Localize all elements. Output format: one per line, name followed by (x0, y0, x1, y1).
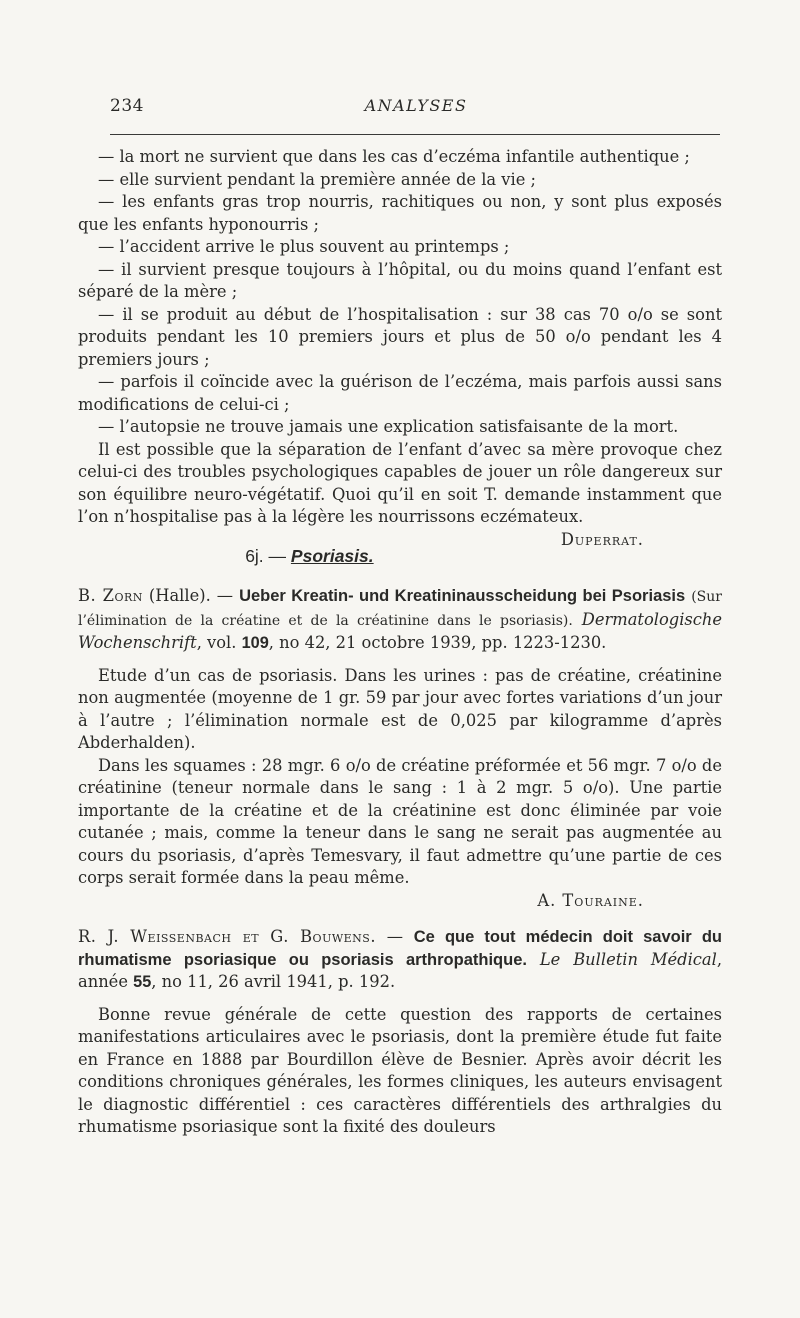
list-item: — l’autopsie ne trouve jamais une explication satisfaisante de la mort. (98, 417, 679, 436)
closing-paragraph-text: Il est possible que la séparation de l’enfant d’avec sa mère provoque chez celui-ci des troubles psychologiques capables de jouer un rôle dangereux sur son équilibre neuro-végétatif. Quoi qu’il en soit T. demande instamment que l’on n’hospitalise pas à la légère les nourrissons eczémateux. (78, 439, 722, 526)
section-title: Psoriasis. (290, 545, 374, 566)
signature-touraine: A. Touraine. (537, 890, 644, 910)
header-rule (110, 134, 720, 135)
citation-rest: , no 42, 21 octobre 1939, pp. 1223-1230. (268, 633, 607, 652)
list-item: — elle survient pendant la première année de la vie ; (98, 169, 537, 189)
author-place: (Halle). — (148, 586, 234, 605)
abstract-paragraph: Etude d’un cas de psoriasis. Dans les urines : pas de créatine, créatinine non augmentée (moyenne de 1 gr. 59 par jour avec fortes variations d’un jour à l’autre ; l’élimination normale est de 0,025 par kilogramme d’après Abderhalden). (78, 665, 722, 752)
article-subtitle: (Sur l’élimination de la créatine et de la créatinine dans le psoriasis). (78, 589, 722, 629)
separator: — (376, 927, 414, 946)
article-entry-zorn (78, 585, 722, 912)
list-item: — l’accident arrive le plus souvent au printemps ; (98, 237, 510, 256)
author: B. Zorn (78, 586, 143, 605)
abstract-paragraph: Bonne revue générale de cette question des rapports de certaines manifestations articulaires avec le psoriasis, dont la première étude fut faite en France en 1888 par Bourdillon élève de Besnier. Après avoir décrit les conditions chroniques générales, les formes cliniques, les auteurs envisagent le diagnostic différentiel : ces caractères différentiels des arthralgies du rhumatisme psoriasique sont la fixité des douleurs (78, 1004, 722, 1136)
list-item: — il se produit au début de l’hospitalisation : sur 38 cas 70 o/o se sont produits pendant les 10 premiers jours et plus de 50 o/o pendant les 4 premiers jours ; (78, 304, 722, 369)
running-head: ANALYSES (364, 96, 468, 115)
journal-name: Dermatologische Wochenschrift (78, 609, 722, 652)
article-reference (78, 926, 722, 994)
list-item: — parfois il coïncide avec la guérison de l’eczéma, mais parfois aussi sans modifications de celui-ci ; (78, 372, 722, 414)
article-title: Ce que tout médecin doit savoir du rhumatisme psoriasique ou psoriasis arthropathique. (78, 928, 722, 969)
article-title: Ueber Kreatin- und Kreatininausscheidung bei Psoriasis (239, 587, 686, 605)
citation-rest: , no 11, 26 avril 1941, p. 192. (151, 972, 396, 991)
body-text (78, 146, 722, 1139)
vol-prefix: , vol. (196, 633, 237, 652)
year-number: 55 (133, 973, 152, 991)
article-entry-weissenbach (78, 926, 722, 1139)
list-item: — la mort ne survient que dans les cas d’eczéma infantile authentique ; (98, 147, 690, 166)
year-prefix: , année (78, 949, 722, 991)
abstract-paragraph: Dans les squames : 28 mgr. 6 o/o de créatine préformée et 56 mgr. 7 o/o de créatinine (teneur normale dans le sang : 1 à 2 mgr. 5 o/o). Une partie importante de la créatine et de la créatinine est donc éliminée par voie cutanée ; mais, comme la teneur dans le sang ne serait pas augmentée au cours du psoriasis, d’après Temesvary, il faut admettre qu’une partie de ces corps serait formée dans la peau même. (78, 755, 722, 887)
closing-paragraph (78, 439, 722, 549)
journal-name: Le Bulletin Médical (539, 949, 717, 969)
volume: 109 (241, 634, 269, 652)
list-item: — les enfants gras trop nourris, rachitiques ou non, y sont plus exposés que les enfants hyponourris ; (78, 192, 722, 234)
page-number: 234 (110, 96, 144, 116)
signature-duperrat: Duperrat. (560, 529, 644, 549)
list-item: — il survient presque toujours à l’hôpital, ou du moins quand l’enfant est séparé de la mère ; (78, 259, 722, 301)
section-dash: — (268, 545, 287, 566)
article-reference (78, 585, 722, 655)
page-header (110, 96, 722, 126)
author: R. J. Weissenbach et G. Bouwens. (78, 927, 377, 946)
section-number: 6j. (245, 545, 264, 566)
